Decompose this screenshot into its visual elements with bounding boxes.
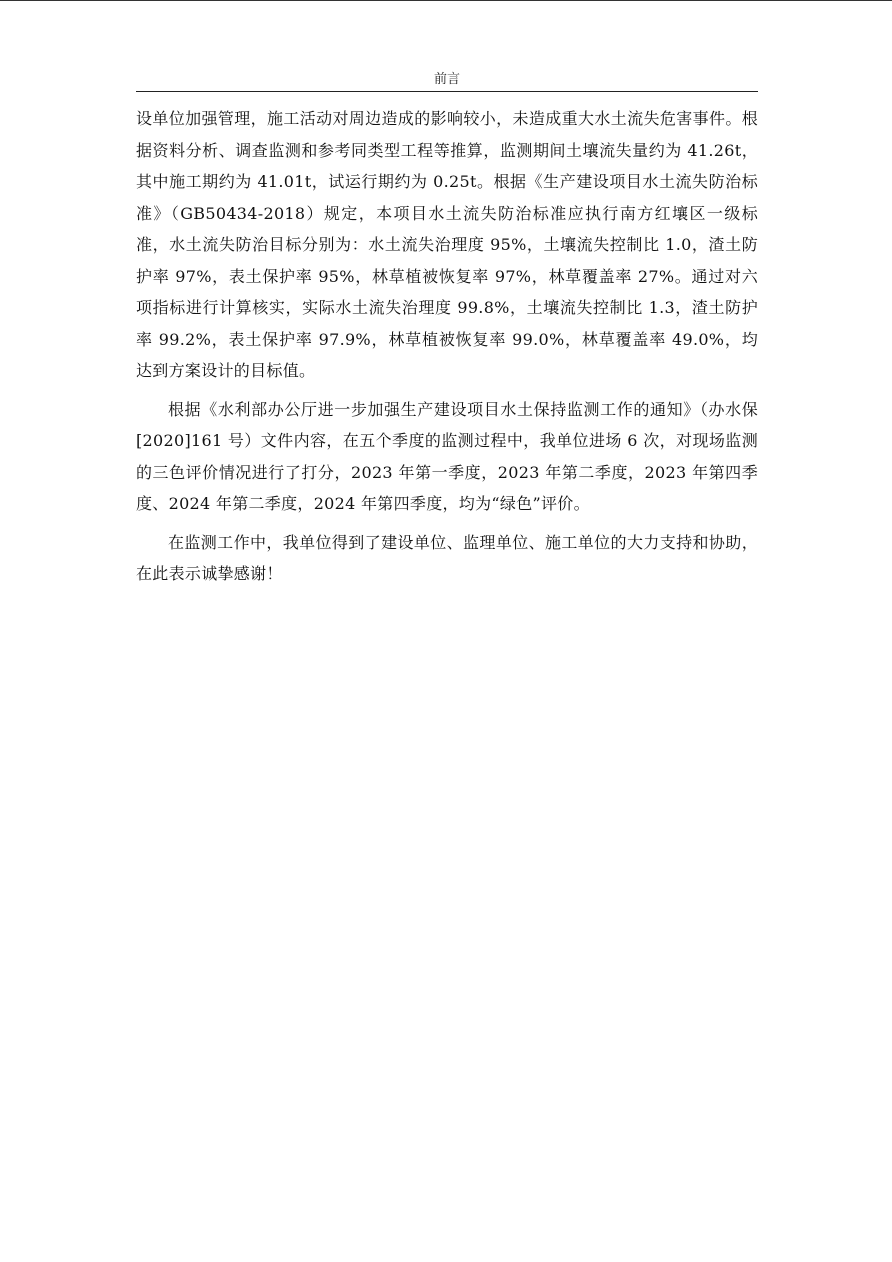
page-top-border [0, 0, 892, 1]
paragraph-acknowledgement: 在监测工作中，我单位得到了建设单位、监理单位、施工单位的大力支持和协助，在此表示诚挚感谢！ [136, 532, 758, 583]
page-header-title: 前言 [433, 72, 460, 87]
document-body [136, 103, 758, 590]
paragraph-monitoring-evaluation: 根据《水利部办公厅进一步加强生产建设项目水土保持监测工作的通知》（办水保[2020]161 号）文件内容，在五个季度的监测过程中，我单位进场 6 次，对现场监测的三色评价情况进行了打分，2023 年第一季度，2023 年第二季度，2023 年第四季度、2024 年第二季度，2024 年第四季度，均为“绿色”评价。 [136, 399, 758, 513]
paragraph-continued: 设单位加强管理，施工活动对周边造成的影响较小，未造成重大水土流失危害事件。根据资料分析、调查监测和参考同类型工程等推算，监测期间土壤流失量约为 41.26t，其中施工期约为 41.01t，试运行期约为 0.25t。根据《生产建设项目水土流失防治标准》（GB50434-2018）规定，本项目水土流失防治标准应执行南方红壤区一级标准，水土流失防治目标分别为：水土流失治理度 95%，土壤流失控制比 1.0，渣土防护率 97%，表土保护率 95%，林草植被恢复率 97%，林草覆盖率 27%。通过对六项指标进行计算核实，实际水土流失治理度 99.8%，土壤流失控制比 1.3，渣土防护率 99.2%，表土保护率 97.9%，林草植被恢复率 99.0%，林草覆盖率 49.0%，均达到方案设计的目标值。 [136, 109, 758, 380]
header-rule [136, 91, 758, 92]
